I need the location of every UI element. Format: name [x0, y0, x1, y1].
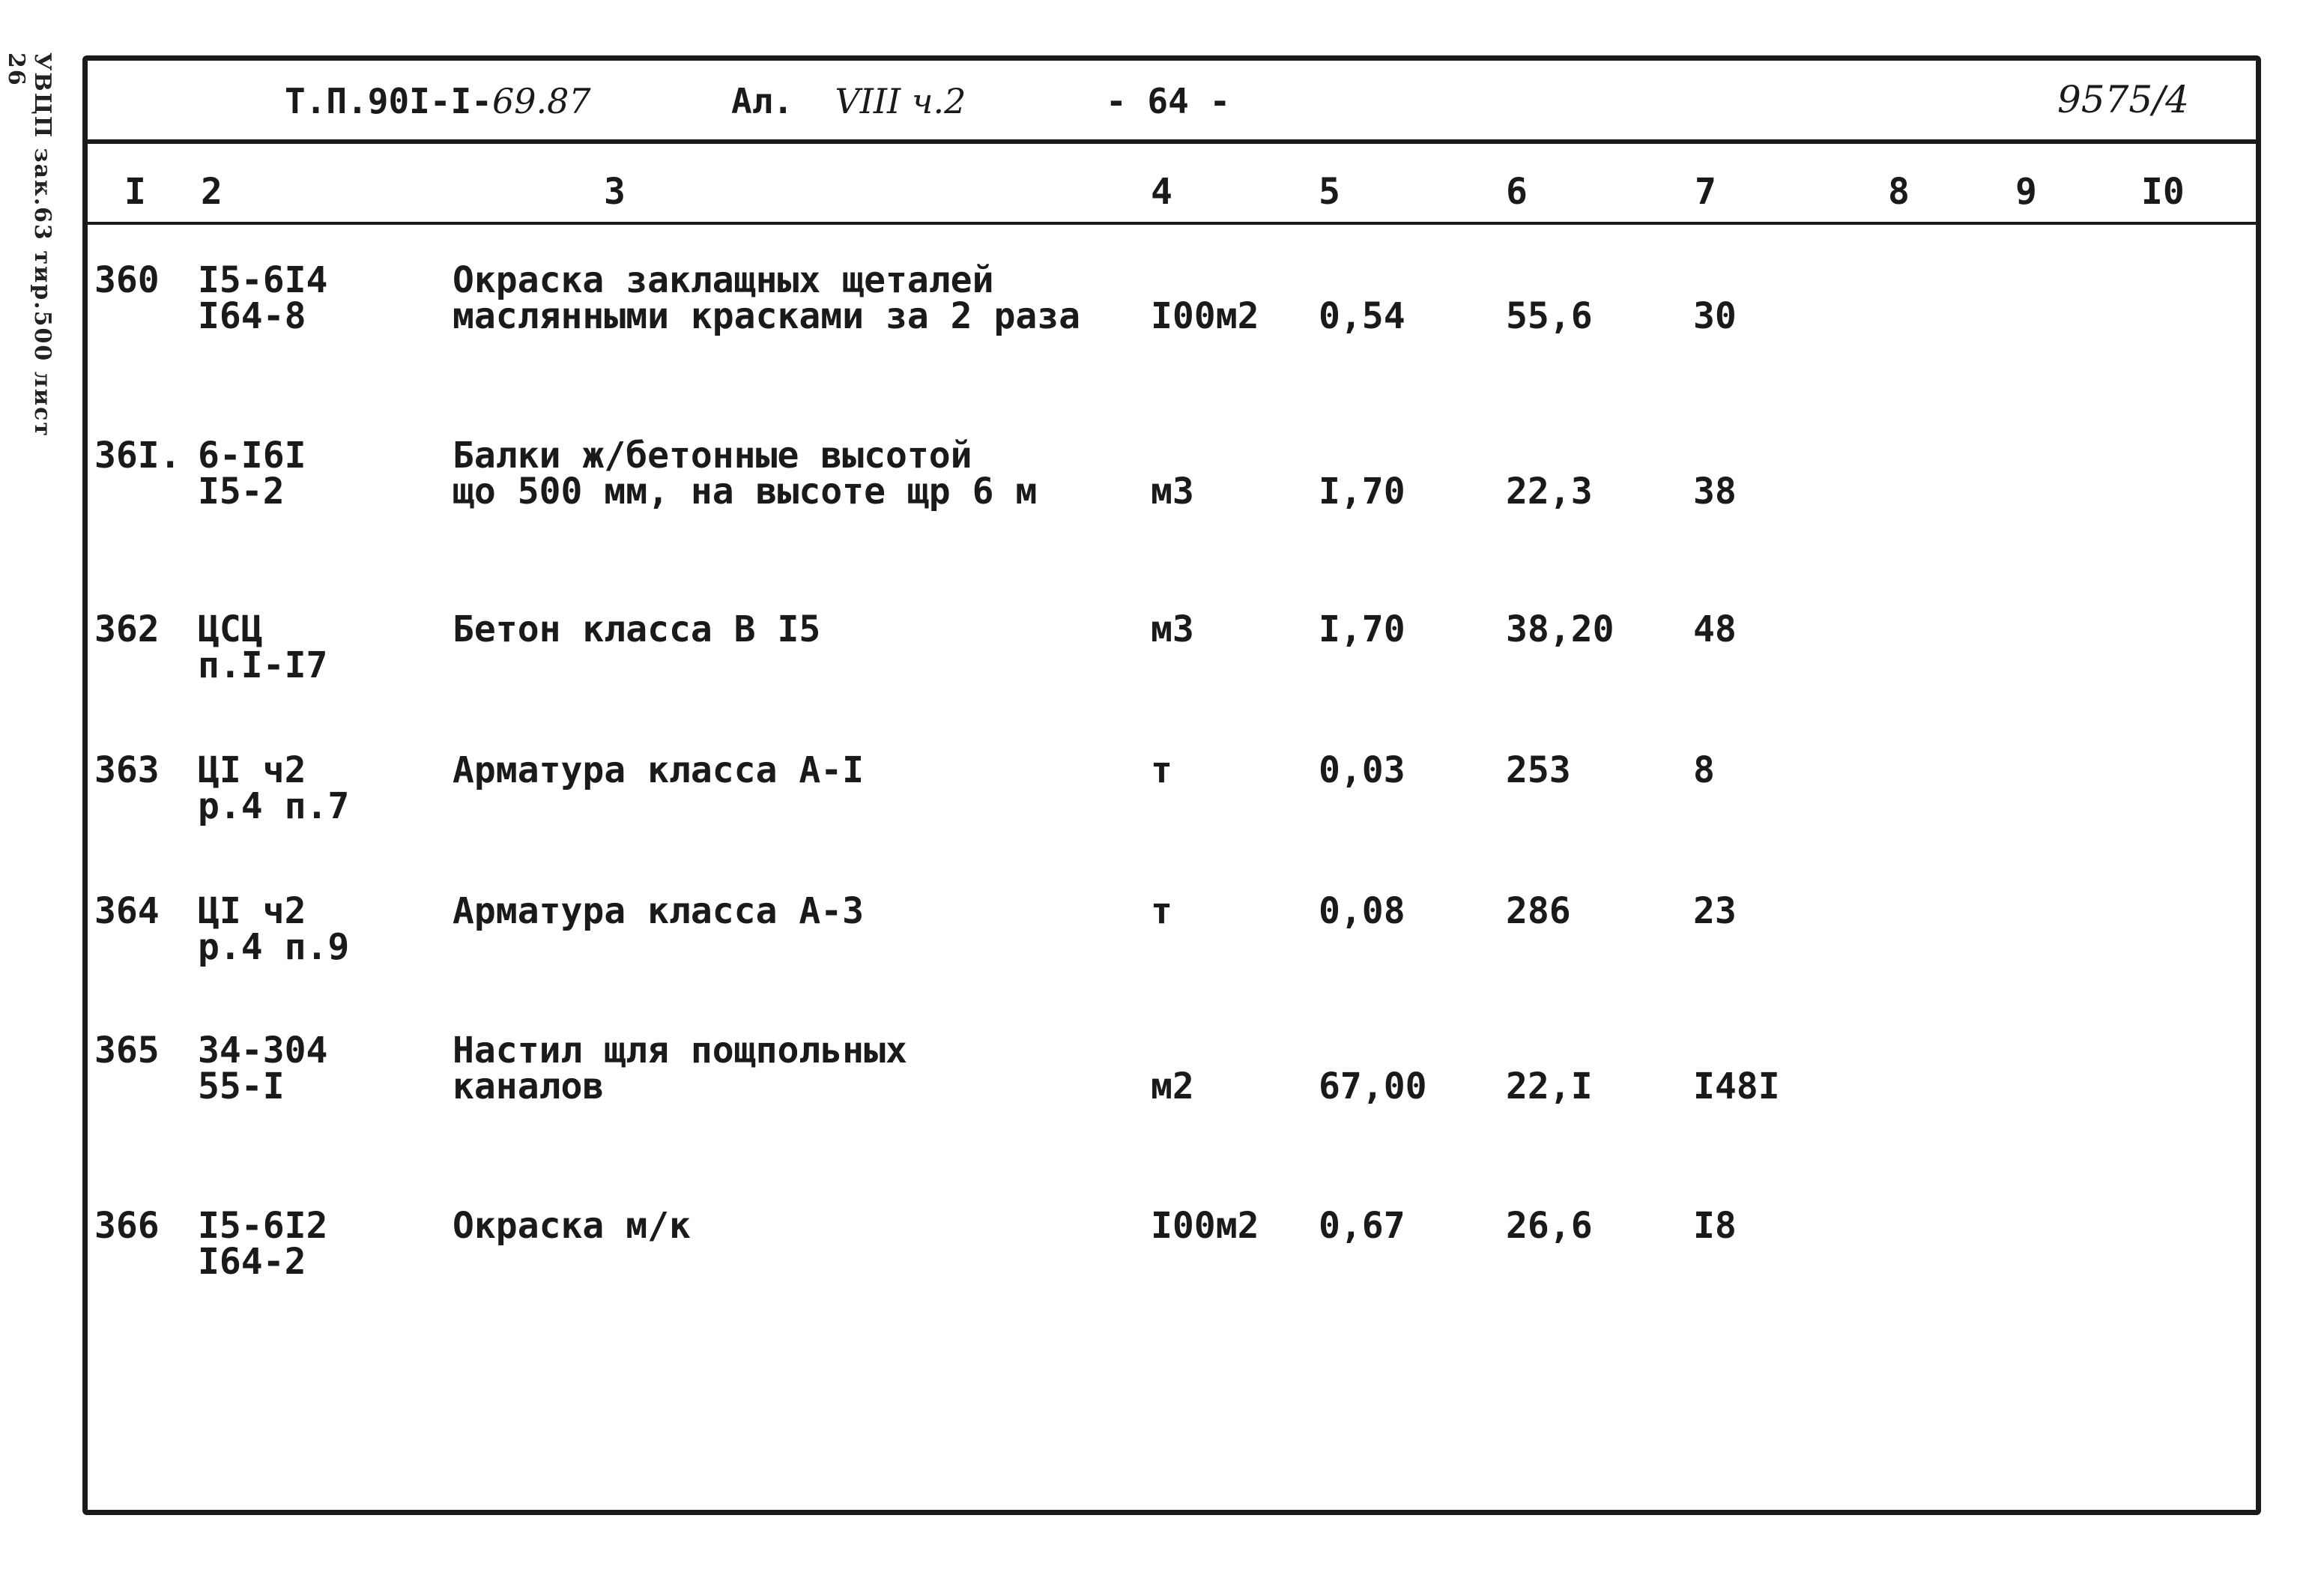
row-total: 48: [1693, 608, 1737, 650]
row-price: 22,3: [1506, 471, 1593, 513]
col-header-4: 4: [1151, 171, 1172, 213]
table-row: [87, 435, 2257, 535]
row-quantity: 0,54: [1319, 295, 1405, 337]
row-name: Арматура класса А-3: [453, 890, 865, 932]
col-header-10: I0: [2141, 171, 2185, 213]
row-total: 8: [1693, 749, 1715, 791]
row-name: Окраска м/к: [453, 1205, 691, 1247]
row-total: I48I: [1693, 1065, 1780, 1107]
row-number: 362: [94, 608, 160, 650]
row-unit: I00м2: [1151, 1205, 1259, 1247]
row-price: 286: [1506, 890, 1571, 932]
col-header-1: I: [124, 171, 146, 213]
row-price: 26,6: [1506, 1205, 1593, 1247]
row-code: ЦI ч2 р.4 п.9: [198, 890, 350, 968]
row-name: Арматура класса А-I: [453, 749, 865, 791]
row-price: 22,I: [1506, 1065, 1593, 1107]
row-number: 363: [94, 749, 160, 791]
row-name: Окраска заклащных щеталей маслянными красками за 2 раза: [453, 259, 1081, 337]
row-unit: м2: [1151, 1065, 1194, 1107]
row-quantity: 0,03: [1319, 749, 1405, 791]
row-number: 36I.: [94, 435, 181, 477]
row-unit: м3: [1151, 471, 1194, 513]
row-name: Настил щля пощпольных каналов: [453, 1030, 907, 1107]
row-name: Бетон класса В I5: [453, 608, 821, 650]
row-quantity: I,70: [1319, 608, 1405, 650]
row-total: 30: [1693, 295, 1737, 337]
row-quantity: I,70: [1319, 471, 1405, 513]
row-code: ЦI ч2 р.4 п.7: [198, 749, 350, 827]
row-number: 365: [94, 1030, 160, 1071]
row-quantity: 0,67: [1319, 1205, 1405, 1247]
row-quantity: 0,08: [1319, 890, 1405, 932]
row-unit: т: [1151, 890, 1172, 932]
col-header-6: 6: [1506, 171, 1528, 213]
table-row: [87, 1030, 2257, 1130]
row-total: I8: [1693, 1205, 1737, 1247]
row-unit: I00м2: [1151, 295, 1259, 337]
col-header-3: 3: [604, 171, 626, 213]
row-total: 38: [1693, 471, 1737, 513]
row-price: 55,6: [1506, 295, 1593, 337]
row-number: 360: [94, 259, 160, 301]
side-stamp: УВЦП зак.63 тир.500 лист 26: [3, 52, 55, 438]
col-header-8: 8: [1888, 171, 1910, 213]
row-name: Балки ж/бетонные высотой що 500 мм, на высоте щр 6 м: [453, 435, 1038, 513]
doc-number: [285, 81, 591, 121]
album-volume: VIII ч.2: [835, 81, 966, 121]
table-row: [87, 259, 2257, 360]
row-code: I5-6I4 I64-8: [198, 259, 328, 337]
table-row: [87, 1205, 2257, 1305]
col-header-9: 9: [2015, 171, 2037, 213]
row-unit: м3: [1151, 608, 1194, 650]
row-code: I5-6I2 I64-2: [198, 1205, 328, 1283]
col-header-5: 5: [1319, 171, 1340, 213]
row-code: 6-I6I I5-2: [198, 435, 306, 513]
row-number: 366: [94, 1205, 160, 1247]
row-number: 364: [94, 890, 160, 932]
row-total: 23: [1693, 890, 1737, 932]
table-row: [87, 608, 2257, 709]
row-quantity: 67,00: [1319, 1065, 1427, 1107]
table-row: [87, 749, 2257, 850]
doc-number-prefix: Т.П.90I-I-: [285, 81, 492, 121]
column-header-divider: [87, 222, 2257, 225]
row-code: 34-304 55-I: [198, 1030, 328, 1107]
table-row: [87, 890, 2257, 991]
col-header-7: 7: [1695, 171, 1716, 213]
doc-number-suffix: 69.87: [491, 81, 591, 121]
archive-stamp: 9575/4: [2057, 78, 2189, 121]
row-unit: т: [1151, 749, 1172, 791]
col-header-2: 2: [201, 171, 223, 213]
page-number: - 64 -: [1106, 81, 1231, 121]
row-code: ЦСЦ п.I-I7: [198, 608, 328, 686]
album-prefix: Ал.: [731, 81, 794, 121]
album-label: [731, 81, 966, 121]
header-divider: [87, 139, 2257, 144]
row-price: 253: [1506, 749, 1571, 791]
row-price: 38,20: [1506, 608, 1615, 650]
